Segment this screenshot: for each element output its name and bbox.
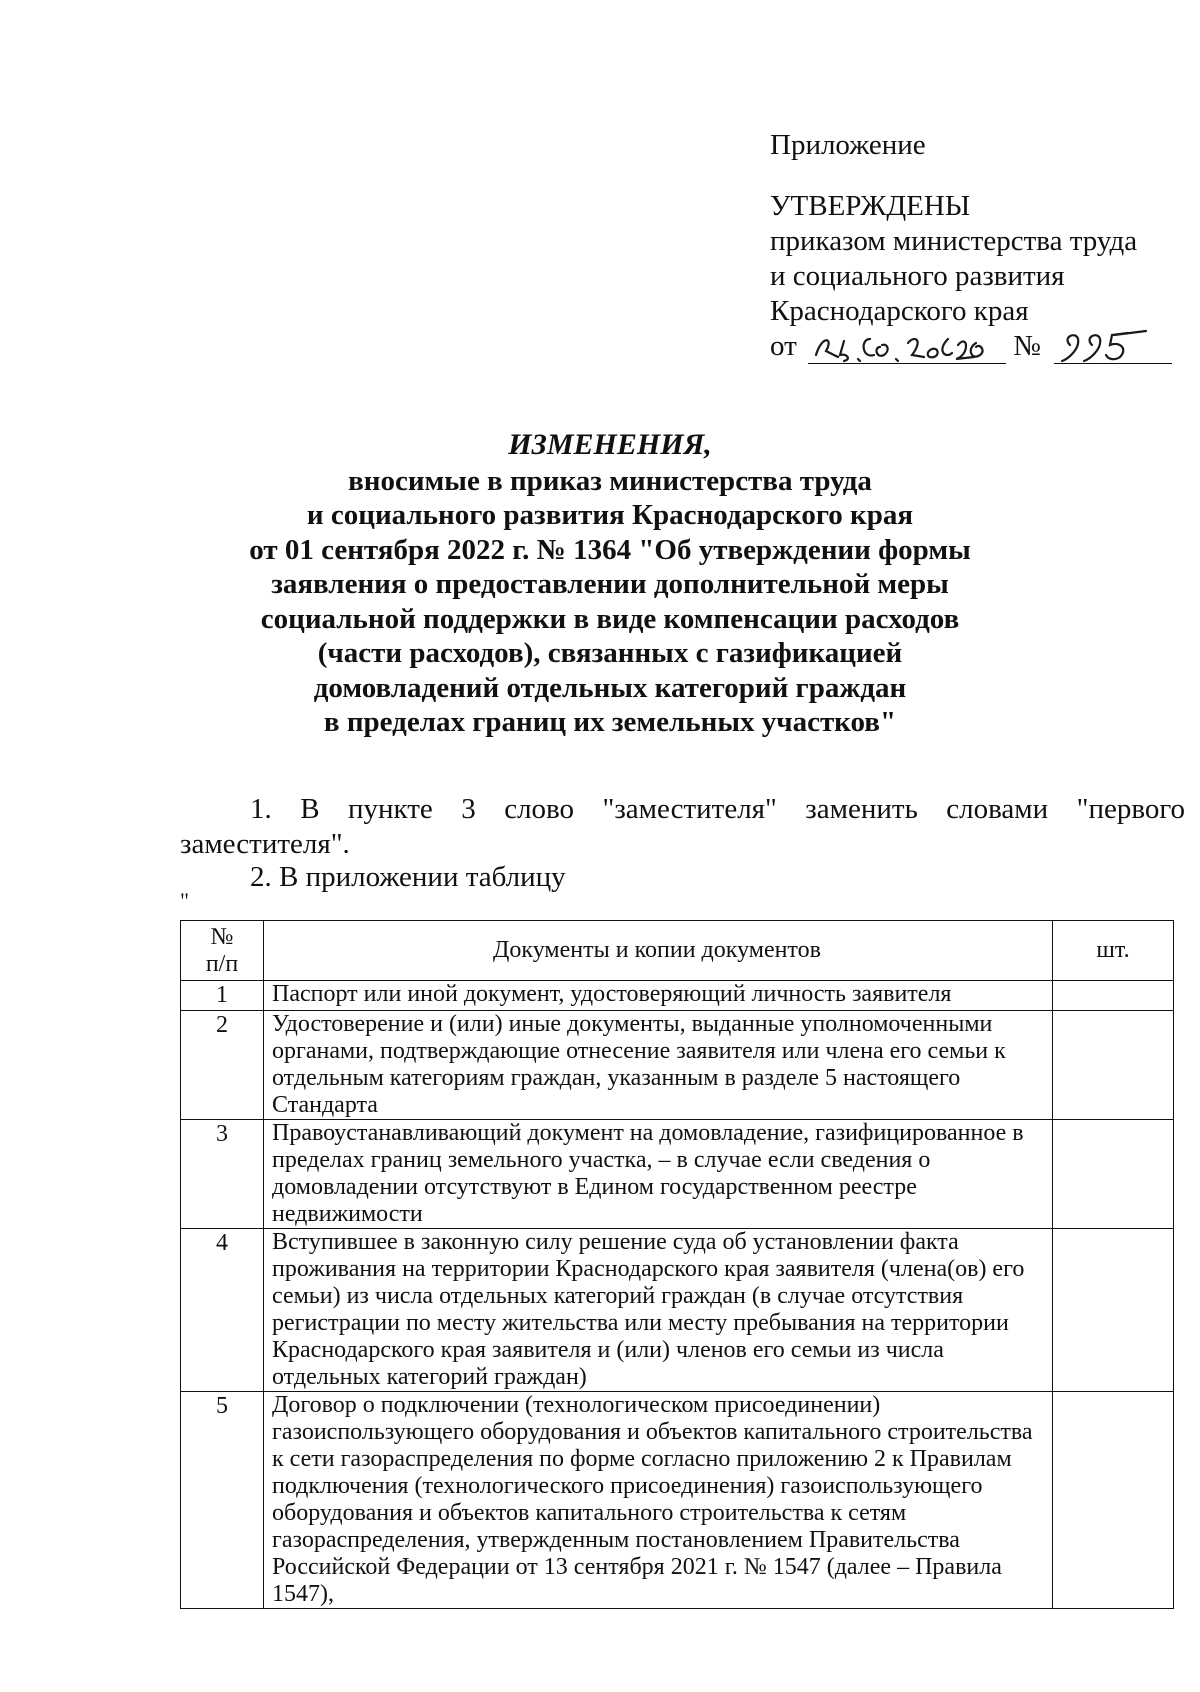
documents-table [180, 920, 1174, 1609]
table-row [181, 1011, 1174, 1120]
title-line: социальной поддержки в виде компенсации расходов [260, 602, 960, 635]
row-quantity [1053, 1392, 1174, 1609]
handwritten-number [1054, 333, 1172, 364]
title-line: и социального развития Краснодарского края [306, 499, 914, 531]
title-line: в пределах границ их земельных участков" [323, 706, 897, 738]
row-number: 5 [181, 1392, 264, 1609]
number-prefix: № [1013, 330, 1041, 362]
row-document: Договор о подключении (технологическом присоединении) газоиспользующего оборудования и объектов капитального строительства к сети газораспределения по форме согласно приложению 2 к Правилам подключения (технологического присоединения) газоиспользующего оборудования и объектов капитального строительства к сетям газораспределения, утвержденным постановлением Правительства Российской Федерации от 13 сентября 2021 г. № 1547 (далее – Правила 1547), [264, 1392, 1053, 1609]
paragraph-item-1: 1. В пункте 3 слово "заместителя" заменить словами "первого заместителя". [180, 793, 1185, 860]
approved-label: УТВЕРЖДЕНЫ [770, 190, 971, 222]
approval-line-3: Краснодарского края [770, 295, 1029, 327]
row-document: Вступившее в законную силу решение суда об установлении факта проживания на территории Краснодарского края заявителя (члена(ов) его семьи) из числа отдельных категорий граждан (в случае отсутствия регистрации по месту жительства или месту пребывания на территории Краснодарского края заявителя и (или) членов его семьи из числа отдельных категорий граждан) [264, 1229, 1053, 1392]
handwritten-date-signature [808, 325, 1006, 367]
row-quantity [1053, 1229, 1174, 1392]
table-row [181, 981, 1174, 1011]
opening-quote: " [180, 888, 189, 913]
row-number: 1 [181, 981, 264, 1011]
row-document: Правоустанавливающий документ на домовладение, газифицированное в пределах границ земельного участка, – в случае если сведения о домовладении отсутствуют в Едином государственном реестре недвижимости [264, 1120, 1053, 1229]
header-number: № п/п [181, 921, 264, 981]
title-line: от 01 сентября 2022 г. № 1364 "Об утверждении формы [249, 533, 971, 566]
row-quantity [1053, 1011, 1174, 1120]
row-document: Удостоверение и (или) иные документы, выданные уполномоченными органами, подтверждающие отнесение заявителя или члена его семьи к отдельным категориям граждан, указанным в разделе 5 настоящего Стандарта [264, 1011, 1053, 1120]
approval-line-1: приказом министерства труда [770, 225, 1138, 257]
header-documents: Документы и копии документов [264, 921, 1053, 981]
row-number: 2 [181, 1011, 264, 1120]
handwritten-number-signature [1054, 325, 1172, 367]
row-quantity [1053, 981, 1174, 1011]
row-quantity [1053, 1120, 1174, 1229]
annex-label: Приложение [770, 129, 926, 161]
table-row [181, 1229, 1174, 1392]
title-line: вносимые в приказ министерства труда [348, 464, 872, 497]
handwritten-date [808, 333, 1006, 364]
row-number: 3 [181, 1120, 264, 1229]
title-line: заявления о предоставлении дополнительной меры [271, 568, 949, 600]
approval-line-2: и социального развития [770, 260, 1065, 292]
paragraph-item-2: 2. В приложении таблицу [250, 861, 566, 893]
title-line: (части расходов), связанных с газификацией [317, 637, 903, 669]
title-line: домовладений отдельных категорий граждан [313, 671, 907, 704]
table-header-row [181, 921, 1174, 981]
approval-date-line [770, 329, 1170, 364]
approval-block [770, 128, 1170, 364]
table-row [181, 1392, 1174, 1609]
from-prefix: от [770, 330, 797, 362]
row-document: Паспорт или иной документ, удостоверяющий личность заявителя [264, 981, 1053, 1011]
row-number: 4 [181, 1229, 264, 1392]
table-row [181, 1120, 1174, 1229]
title-main: ИЗМЕНЕНИЯ, [508, 428, 712, 461]
document-title [180, 428, 1040, 740]
header-quantity: шт. [1053, 921, 1174, 981]
